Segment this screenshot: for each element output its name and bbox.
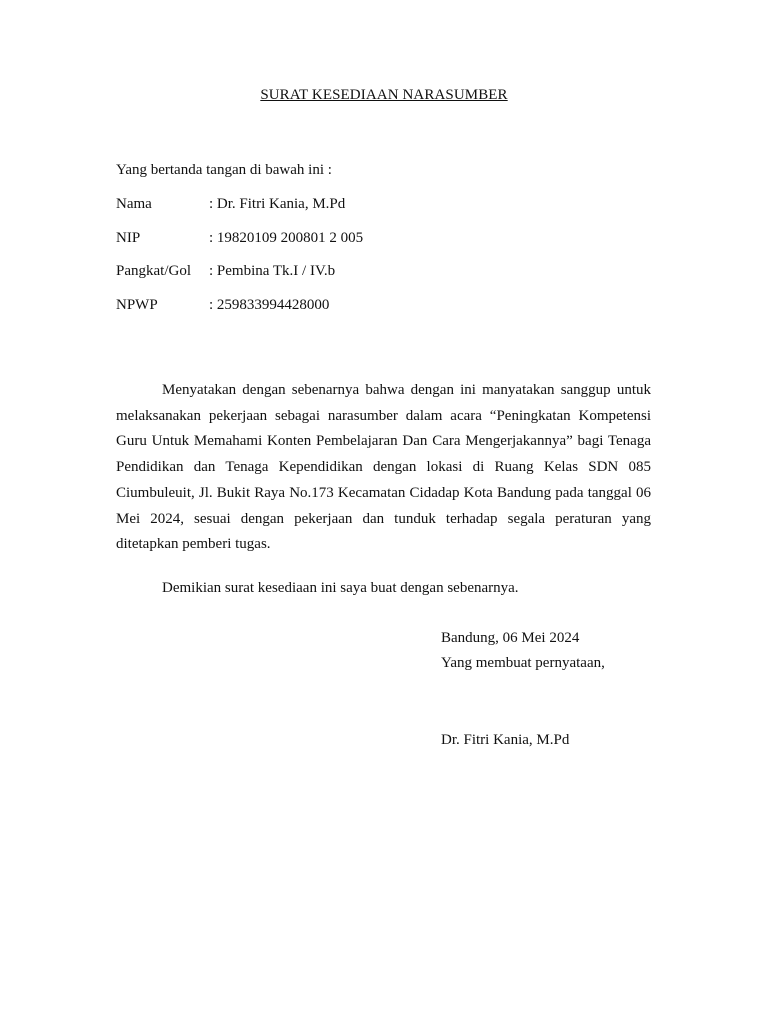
- field-row-nama: [116, 196, 363, 230]
- statement-paragraph: [116, 378, 651, 558]
- closing-text: Demikian surat kesediaan ini saya buat dengan sebenarnya.: [162, 580, 519, 596]
- field-row-npwp: [116, 297, 363, 331]
- identity-fields: [116, 196, 363, 330]
- signer-name: Dr. Fitri Kania, M.Pd: [441, 732, 570, 748]
- field-label: Nama: [116, 196, 152, 212]
- field-value: : 259833994428000: [209, 296, 330, 313]
- field-value: : Dr. Fitri Kania, M.Pd: [209, 196, 346, 212]
- intro-text: Yang bertanda tangan di bawah ini :: [116, 162, 332, 178]
- field-row-nip: [116, 230, 363, 264]
- field-row-pangkat-gol: [116, 263, 363, 297]
- field-label: NPWP: [116, 296, 158, 313]
- statement-text: Menyatakan dengan sebenarnya bahwa dengan ini manyatakan sanggup untuk melaksanakan pekerjaan sebagai narasumber dalam acara “Peningkatan Kompetensi Guru Untuk Memahami Konten Pembelajaran Dan Cara Mengerjakannya” bagi Tenaga Pendidikan dan Tenaga Kependidikan dengan lokasi di Ruang Kelas SDN 085 Ciumbuleuit, Jl. Bukit Raya No.173 Kecamatan Cidadap Kota Bandung pada tanggal 06 Mei 2024, sesuai dengan pekerjaan dan tunduk terhadap segala peraturan yang ditetapkan pemberi tugas.: [116, 382, 651, 553]
- field-value: : 19820109 200801 2 005: [209, 229, 364, 246]
- document-title: SURAT KESEDIAAN NARASUMBER: [260, 87, 508, 103]
- field-value: : Pembina Tk.I / IV.b: [209, 263, 336, 279]
- field-label: Pangkat/Gol: [116, 263, 191, 279]
- place-date: Bandung, 06 Mei 2024: [441, 630, 580, 646]
- field-label: NIP: [116, 229, 141, 246]
- signature-block: [441, 630, 605, 680]
- signer-role: Yang membuat pernyataan,: [441, 655, 605, 671]
